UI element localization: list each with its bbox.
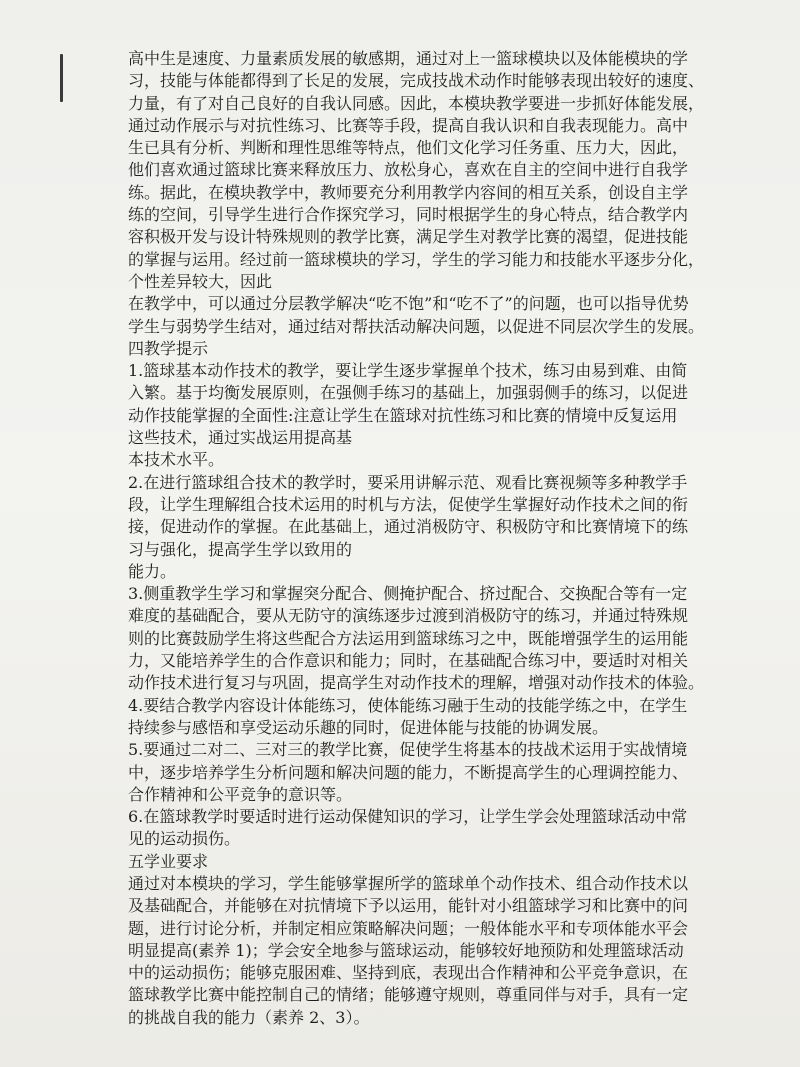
text-line: 力量，有了对自己良好的自我认同感。因此，本模块教学要进一步抓好体能发展， — [128, 93, 705, 113]
section-heading-academic-requirements: 五学业要求 — [128, 851, 209, 871]
text-line: 的挑战自我的能力（素养 2、3）。 — [128, 1007, 370, 1027]
text-line: 5.要通过二对二、三对三的教学比赛，促使学生将基本的技战术运用于实战情境 — [128, 740, 688, 760]
text-line: 习，技能与体能都得到了长足的发展，完成技战术动作时能够表现出较好的速度、 — [128, 71, 705, 91]
text-line: 力，又能培养学生的合作意识和能力；同时，在基础配合练习中，要适时对相关 — [128, 651, 689, 671]
text-line: 难度的基础配合，要从无防守的演练逐步过渡到消极防守的练习，并通过特殊规 — [128, 606, 689, 626]
section-heading-teaching-tips: 四教学提示 — [128, 338, 209, 358]
text-line: 习与强化，提高学生学以致用的 — [128, 539, 353, 559]
text-line: 6.在篮球教学时要适时进行运动保健知识的学习，让学生学会处理篮球活动中常 — [128, 807, 688, 827]
text-line: 入繁。基于均衡发展原则，在强侧手练习的基础上，加强弱侧手的练习，以促进 — [128, 383, 689, 403]
text-line: 通过对本模块的学习，学生能够掌握所学的篮球单个动作技术、组合动作技术以 — [128, 873, 689, 893]
text-line: 篮球教学比赛中能控制自己的情绪；能够遵守规则，尊重同伴与对手，具有一定 — [128, 985, 689, 1005]
text-line: 本技术水平。 — [128, 450, 225, 470]
text-line: 动作技术进行复习与巩固，提高学生对动作技术的理解，增强对动作技术的体验。 — [128, 673, 705, 693]
text-line: 生已具有分析、判断和理性思维等特点，他们文化学习任务重、压力大，因此， — [128, 138, 689, 158]
text-line: 他们喜欢通过篮球比赛来释放压力、放松身心，喜欢在自主的空间中进行自我学 — [128, 160, 689, 180]
text-line: 则的比赛鼓励学生将这些配合方法运用到篮球练习之中，既能增强学生的运用能 — [128, 628, 689, 648]
text-line: 练。据此，在模块教学中，教师要充分利用教学内容间的相互关系，创设自主学 — [128, 182, 689, 202]
text-line: 通过动作展示与对抗性练习、比赛等手段，提高自我认识和自我表现能力。高中 — [128, 115, 689, 135]
text-line: 高中生是速度、力量素质发展的敏感期，通过对上一篮球模块以及体能模块的学 — [128, 49, 689, 68]
text-line: 3.侧重教学生学习和掌握突分配合、侧掩护配合、挤过配合、交换配合等有一定 — [128, 584, 688, 604]
text-line: 中，逐步培养学生分析问题和解决问题的能力，不断提高学生的心理调控能力、 — [128, 762, 689, 782]
text-line: 持续参与感悟和享受运动乐趣的同时，促进体能与技能的协调发展。 — [128, 717, 609, 737]
text-line: 合作精神和公平竞争的意识等。 — [128, 784, 353, 804]
text-line: 见的运动损伤。 — [128, 829, 241, 849]
text-line: 及基础配合，并能够在对抗情境下予以运用，能针对小组篮球学习和比赛中的问 — [128, 896, 689, 916]
text-line: 题，进行讨论分析，并制定相应策略解决问题；一般体能水平和专项体能水平会 — [128, 918, 689, 938]
text-line: 个性差异较大，因此 — [128, 271, 273, 291]
text-line: 的掌握与运用。经过前一篮球模块的学习，学生的学习能力和技能水平逐步分化， — [128, 249, 705, 269]
text-line: 段，让学生理解组合技术运用的时机与方法，促使学生掌握好动作技术之间的衔 — [128, 494, 689, 514]
text-line: 1.篮球基本动作技术的教学，要让学生逐步掌握单个技术，练习由易到难、由简 — [128, 361, 688, 381]
text-line: 容积极开发与设计特殊规则的教学比赛，满足学生对教学比赛的渴望，促进技能 — [128, 227, 689, 247]
text-line: 动作技能掌握的全面性:注意让学生在篮球对抗性练习和比赛的情境中反复运用 — [128, 405, 678, 425]
text-line: 2.在进行篮球组合技术的教学时，要采用讲解示范、观看比赛视频等多种教学手 — [128, 472, 688, 492]
text-line: 学生与弱势学生结对，通过结对帮扶活动解决问题，以促进不同层次学生的发展。 — [128, 316, 705, 336]
text-line: 练的空间，引导学生进行合作探究学习，同时根据学生的身心特点，结合教学内 — [128, 205, 689, 225]
text-line: 在教学中，可以通过分层教学解决“吃不饱”和“吃不了”的问题，也可以指导优势 — [128, 294, 689, 314]
document-body — [128, 48, 705, 1029]
text-line: 接，促进动作的掌握。在此基础上，通过消极防守、积极防守和比赛情境下的练 — [128, 517, 689, 537]
text-line: 中的运动损伤；能够克服困难、坚持到底，表现出合作精神和公平竞争意识，在 — [128, 963, 689, 983]
text-line: 4.要结合教学内容设计体能练习，使体能练习融于生动的技能学练之中，在学生 — [128, 695, 688, 715]
text-line: 明显提高(素养 1)；学会安全地参与篮球运动，能够较好地预防和处理篮球活动 — [128, 940, 684, 960]
text-line: 能力。 — [128, 561, 177, 581]
text-line: 这些技术，通过实战运用提高基 — [128, 428, 353, 448]
margin-pen-mark — [60, 54, 63, 102]
